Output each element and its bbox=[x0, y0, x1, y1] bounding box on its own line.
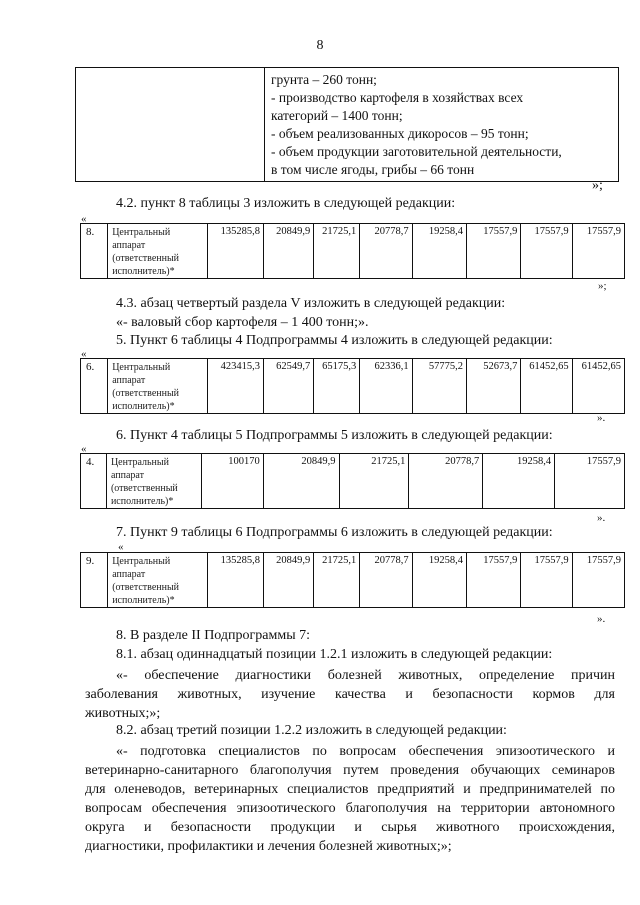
row-number: 6. bbox=[81, 359, 108, 414]
value-cell: 20778,7 bbox=[409, 454, 483, 509]
paragraph-8-1: 8.1. абзац одиннадцатый позиции 1.2.1 изложить в следующей редакции: bbox=[116, 647, 553, 662]
value-cell: 61452,65 bbox=[572, 359, 624, 414]
closing-quote: »; bbox=[592, 178, 603, 193]
paragraph-8: 8. В разделе II Подпрограммы 7: bbox=[116, 628, 310, 643]
data-table-row-9 bbox=[80, 552, 625, 608]
value-cell: 52673,7 bbox=[466, 359, 520, 414]
row-number: 8. bbox=[81, 224, 108, 279]
value-cell: 423415,3 bbox=[207, 359, 263, 414]
value-cell: 62549,7 bbox=[264, 359, 314, 414]
row-name: Центральный аппарат (ответственный исполнитель)* bbox=[108, 553, 207, 608]
indicator-line: в том числе ягоды, грибы – 66 тонн bbox=[271, 162, 475, 177]
value-cell: 17557,9 bbox=[555, 454, 625, 509]
page-number: 8 bbox=[316, 38, 324, 53]
value-cell: 65175,3 bbox=[314, 359, 360, 414]
data-table-row-4 bbox=[80, 453, 625, 509]
indicator-line: - объем продукции заготовительной деятельности, bbox=[271, 144, 562, 159]
indicator-line: категорий – 1400 тонн; bbox=[271, 108, 403, 123]
opening-quote: « bbox=[81, 213, 87, 225]
opening-quote: « bbox=[81, 443, 87, 455]
value-cell: 19258,4 bbox=[412, 224, 466, 279]
value-cell: 20778,7 bbox=[360, 224, 412, 279]
value-cell: 19258,4 bbox=[483, 454, 555, 509]
value-cell: 62336,1 bbox=[360, 359, 412, 414]
value-cell: 21725,1 bbox=[314, 224, 360, 279]
value-cell: 20849,9 bbox=[263, 454, 339, 509]
paragraph-6: 6. Пункт 4 таблицы 5 Подпрограммы 5 изложить в следующей редакции: bbox=[116, 428, 553, 443]
value-cell: 17557,9 bbox=[521, 553, 572, 608]
paragraph-4-3: 4.3. абзац четвертый раздела V изложить в следующей редакции: bbox=[116, 296, 506, 311]
table-row bbox=[81, 359, 625, 414]
data-table-row-8 bbox=[80, 223, 625, 279]
value-cell: 21725,1 bbox=[339, 454, 409, 509]
table-row bbox=[81, 454, 625, 509]
indicator-line: - объем реализованных дикоросов – 95 тонн; bbox=[271, 126, 529, 141]
paragraph-5: 5. Пункт 6 таблицы 4 Подпрограммы 4 изложить в следующей редакции: bbox=[116, 333, 553, 348]
value-cell: 57775,2 bbox=[412, 359, 466, 414]
indicators-cell bbox=[265, 68, 619, 182]
indicator-line: - производство картофеля в хозяйствах всех bbox=[271, 90, 524, 105]
value-cell: 17557,9 bbox=[466, 553, 520, 608]
value-cell: 17557,9 bbox=[521, 224, 572, 279]
row-name: Центральный аппарат (ответственный исполнитель)* bbox=[108, 224, 207, 279]
value-cell: 135285,8 bbox=[207, 553, 263, 608]
closing-quote: »; bbox=[598, 280, 607, 292]
table-row bbox=[81, 553, 625, 608]
row-name: Центральный аппарат (ответственный исполнитель)* bbox=[108, 359, 207, 414]
paragraph-8-2-text: «- подготовка специалистов по вопросам обеспечения эпизоотического и ветеринарно-санитарного благополучия путем проведения обучающих семинаров для оленеводов, ветеринарных специалистов предприятий и предпринимателей по вопросам обеспечения эпизоотического благополучия на территории автономного округа и безопасности продукции и сырья животного происхождения, диагностики, профилактики и лечения болезней животных;»; bbox=[85, 744, 615, 854]
paragraph-8-1-text: «- обеспечение диагностики болезней животных, определение причин заболевания животных, изучение качества и безопасности кормов для животных;»; bbox=[85, 668, 615, 721]
paragraph-4-2: 4.2. пункт 8 таблицы 3 изложить в следующей редакции: bbox=[116, 196, 456, 211]
closing-quote: ». bbox=[597, 512, 606, 524]
value-cell: 17557,9 bbox=[466, 224, 520, 279]
indicator-line: грунта – 260 тонн; bbox=[271, 72, 377, 87]
value-cell: 19258,4 bbox=[412, 553, 466, 608]
row-number: 4. bbox=[81, 454, 107, 509]
opening-quote: « bbox=[81, 348, 87, 360]
value-cell: 21725,1 bbox=[314, 553, 360, 608]
continuation-table bbox=[75, 67, 619, 182]
row-name: Центральный аппарат (ответственный исполнитель)* bbox=[106, 454, 201, 509]
row-number: 9. bbox=[81, 553, 108, 608]
table-row bbox=[81, 224, 625, 279]
value-cell: 61452,65 bbox=[521, 359, 572, 414]
value-cell: 17557,9 bbox=[572, 224, 624, 279]
closing-quote: ». bbox=[597, 613, 606, 625]
value-cell: 20849,9 bbox=[264, 224, 314, 279]
paragraph-7: 7. Пункт 9 таблицы 6 Подпрограммы 6 изложить в следующей редакции: bbox=[116, 525, 553, 540]
value-cell: 135285,8 bbox=[207, 224, 263, 279]
data-table-row-6 bbox=[80, 358, 625, 414]
empty-cell bbox=[76, 68, 265, 182]
opening-quote: « bbox=[118, 541, 124, 553]
value-cell: 17557,9 bbox=[572, 553, 624, 608]
value-cell: 20849,9 bbox=[264, 553, 314, 608]
paragraph-4-3-text: «- валовый сбор картофеля – 1 400 тонн;». bbox=[116, 315, 369, 330]
value-cell: 20778,7 bbox=[360, 553, 412, 608]
closing-quote: ». bbox=[597, 412, 606, 424]
value-cell: 100170 bbox=[201, 454, 263, 509]
paragraph-8-2: 8.2. абзац третий позиции 1.2.2 изложить в следующей редакции: bbox=[116, 723, 507, 738]
